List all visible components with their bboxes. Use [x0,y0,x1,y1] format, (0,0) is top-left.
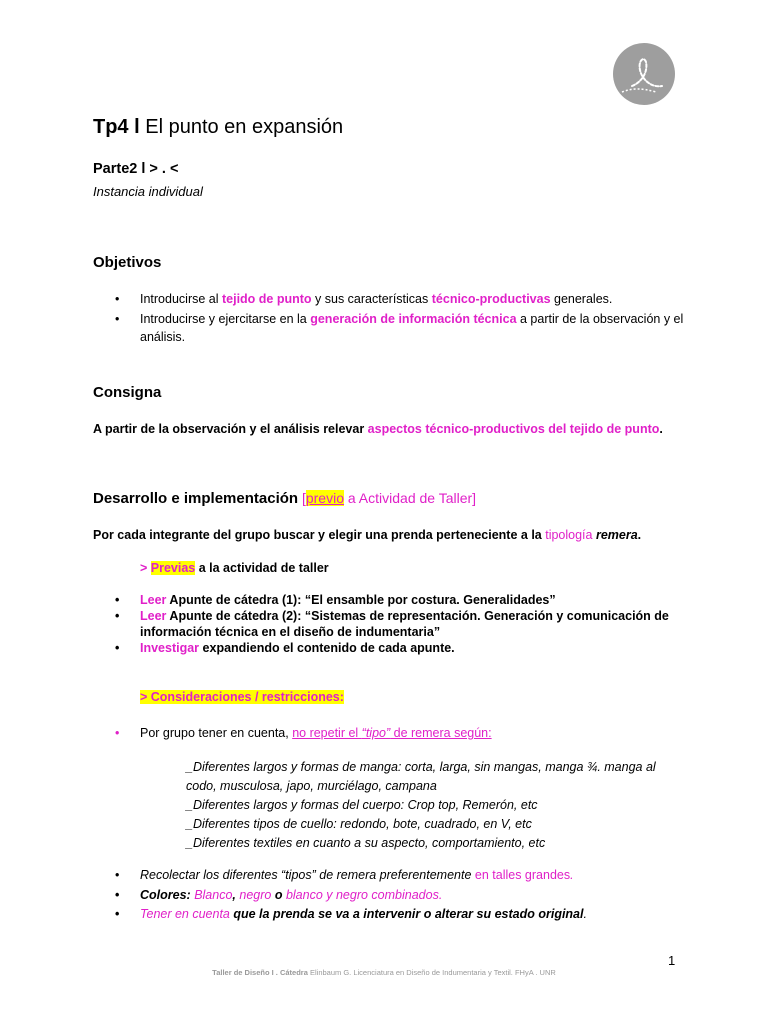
title-rest: El punto en expansión [139,116,344,138]
page-footer: Taller de Diseño I . Cátedra Elinbaum G. Licenciatura en Diseño de Indumentaria y Textil. FHyA . UNR [212,968,556,977]
list-item: • Tener en cuenta que la prenda se va a intervenir o alterar su estado original. [115,907,587,921]
tipos-block [186,758,686,853]
list-item: • Leer Apunte de cátedra (2): “Sistemas de representación. Generación y comunicación de información técnica en el diseño de indumentaria” [115,609,669,639]
list-item: • Investigar expandiendo el contenido de cada apunte. [115,641,455,655]
page-number: 1 [668,953,676,968]
instancia-label: Instancia individual [93,184,203,199]
list-item: • Leer Apunte de cátedra (1): “El ensamble por costura. Generalidades” [115,593,556,607]
indicaciones-list [93,866,693,925]
objetivos-list [93,290,693,346]
signature-logo-icon [612,42,676,106]
previo-highlight: previo [305,490,344,506]
previas-heading: > Previas a la actividad de taller [140,561,329,575]
previas-list [93,592,693,656]
part-heading: Parte2 l > . < [93,161,179,177]
desarrollo-intro: Por cada integrante del grupo buscar y elegir una prenda perteneciente a la tipología remera. [93,528,642,542]
list-item: • Introducirse y ejercitarse en la generación de información técnica a partir de la observación y el análisis. [115,312,684,344]
objetivos-heading: Objetivos [93,254,162,271]
list-item: • Colores: Blanco, negro o blanco y negro combinados. [115,887,443,902]
consigna-heading: Consigna [93,384,162,401]
page-title [93,116,343,139]
consigna-text: A partir de la observación y el análisis relevar aspectos técnico-productivos del tejido de punto. [93,422,663,436]
title-bold: Tp4 l [93,116,140,138]
list-item: • Por grupo tener en cuenta, no repetir el “tipo” de remera según: [115,726,492,740]
tipo-line: _Diferentes largos y formas de manga: corta, larga, sin mangas, manga ¾. manga al codo, musculosa, japo, murciélago, campana [186,760,656,793]
desarrollo-heading: Desarrollo e implementación [previo a Actividad de Taller] [93,490,477,507]
restricciones-list [93,724,693,742]
consideraciones-heading: > Consideraciones / restricciones: [140,690,344,704]
tipo-line: _Diferentes tipos de cuello: redondo, bote, cuadrado, en V, etc [186,817,532,831]
tipo-line: _Diferentes largos y formas del cuerpo: Crop top, Remerón, etc [186,798,538,812]
list-item: • Recolectar los diferentes “tipos” de remera preferentemente en talles grandes. [115,868,574,882]
tipo-line: _Diferentes textiles en cuanto a su aspecto, comportamiento, etc [186,836,546,850]
list-item: • Introducirse al tejido de punto y sus características técnico-productivas generales. [115,292,613,306]
